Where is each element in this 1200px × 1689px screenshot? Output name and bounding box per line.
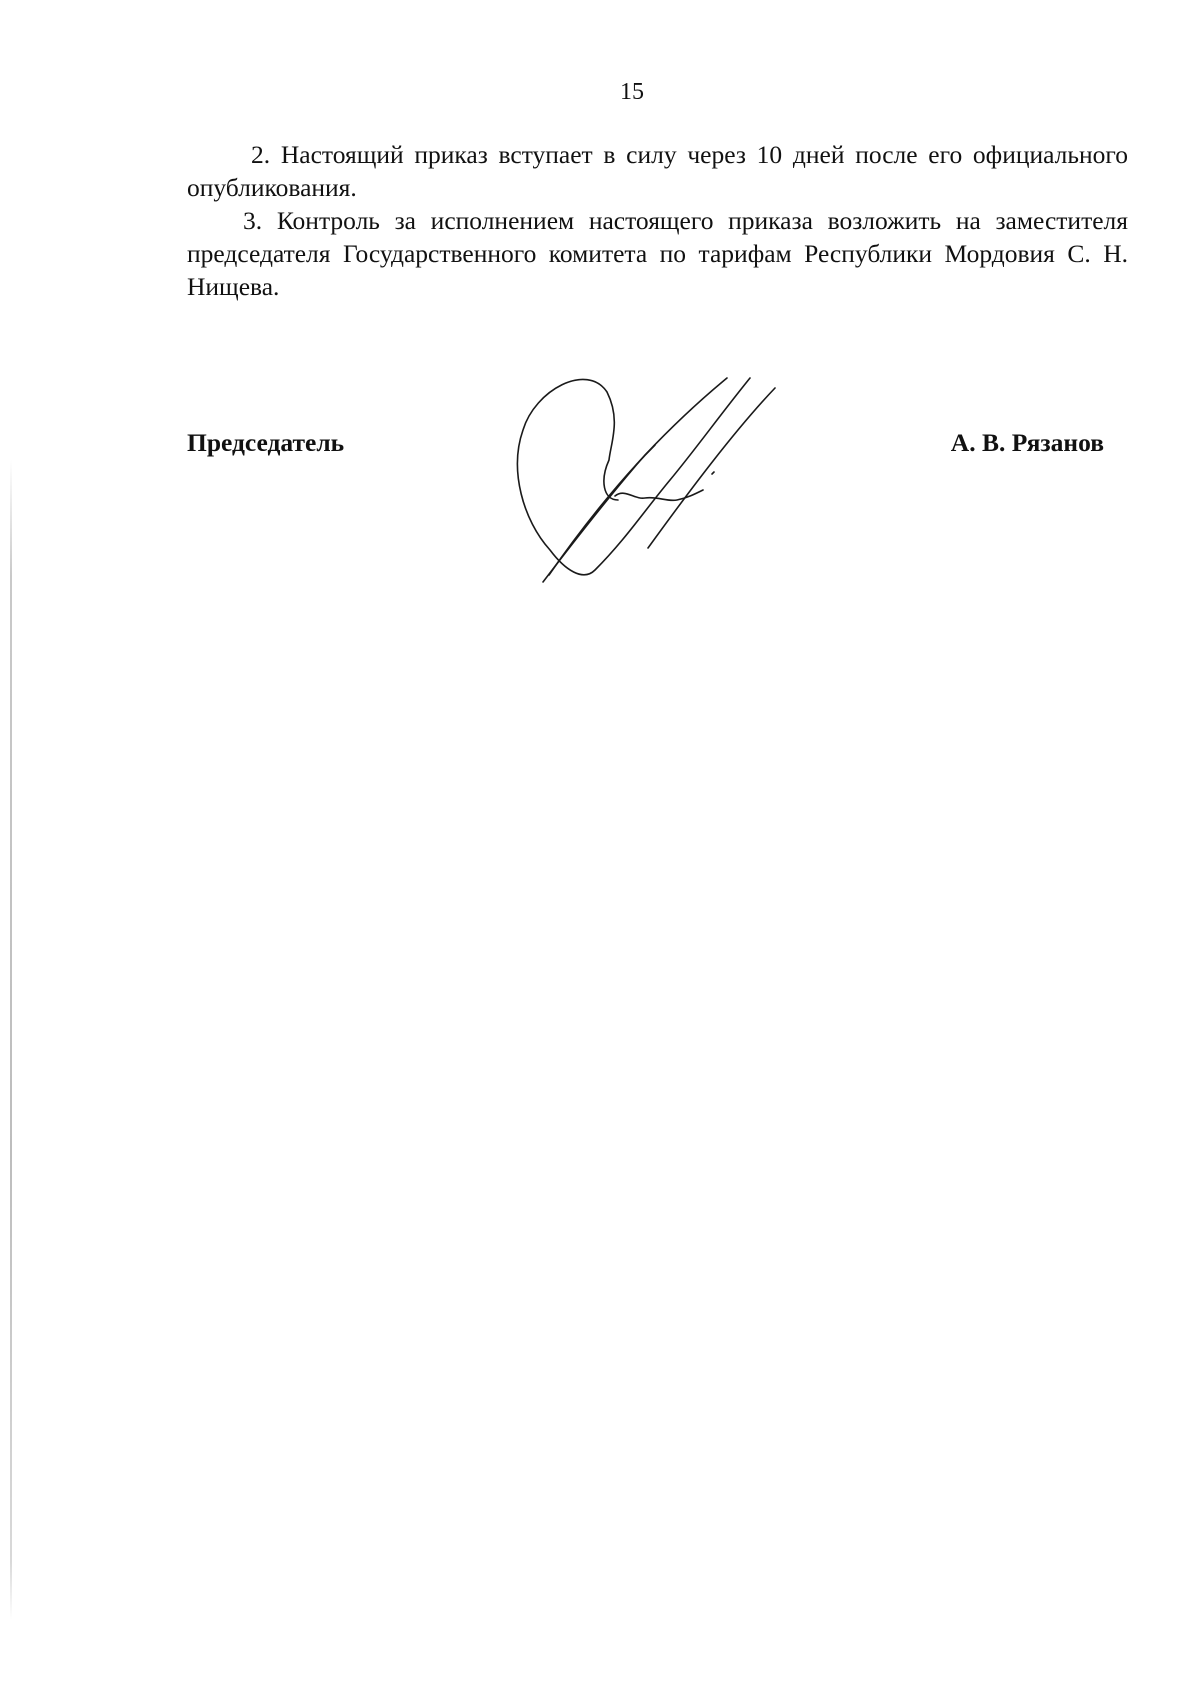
paragraph-effective-date: 2. Настоящий приказ вступает в силу через 10 дней после его официального опубликования.	[187, 140, 1128, 202]
document-body	[187, 138, 1128, 303]
handwritten-signature	[505, 370, 845, 600]
signatory-name: А. В. Рязанов	[950, 428, 1104, 457]
scan-edge-line	[10, 460, 12, 1620]
paragraph-control: 3. Контроль за исполнением настоящего приказа возложить на заместителя председателя Государственного комитета по тарифам Республики Мордовия С. Н. Нищева.	[187, 206, 1128, 301]
signatory-position: Председатель	[187, 428, 345, 457]
page-number: 15	[620, 79, 644, 105]
